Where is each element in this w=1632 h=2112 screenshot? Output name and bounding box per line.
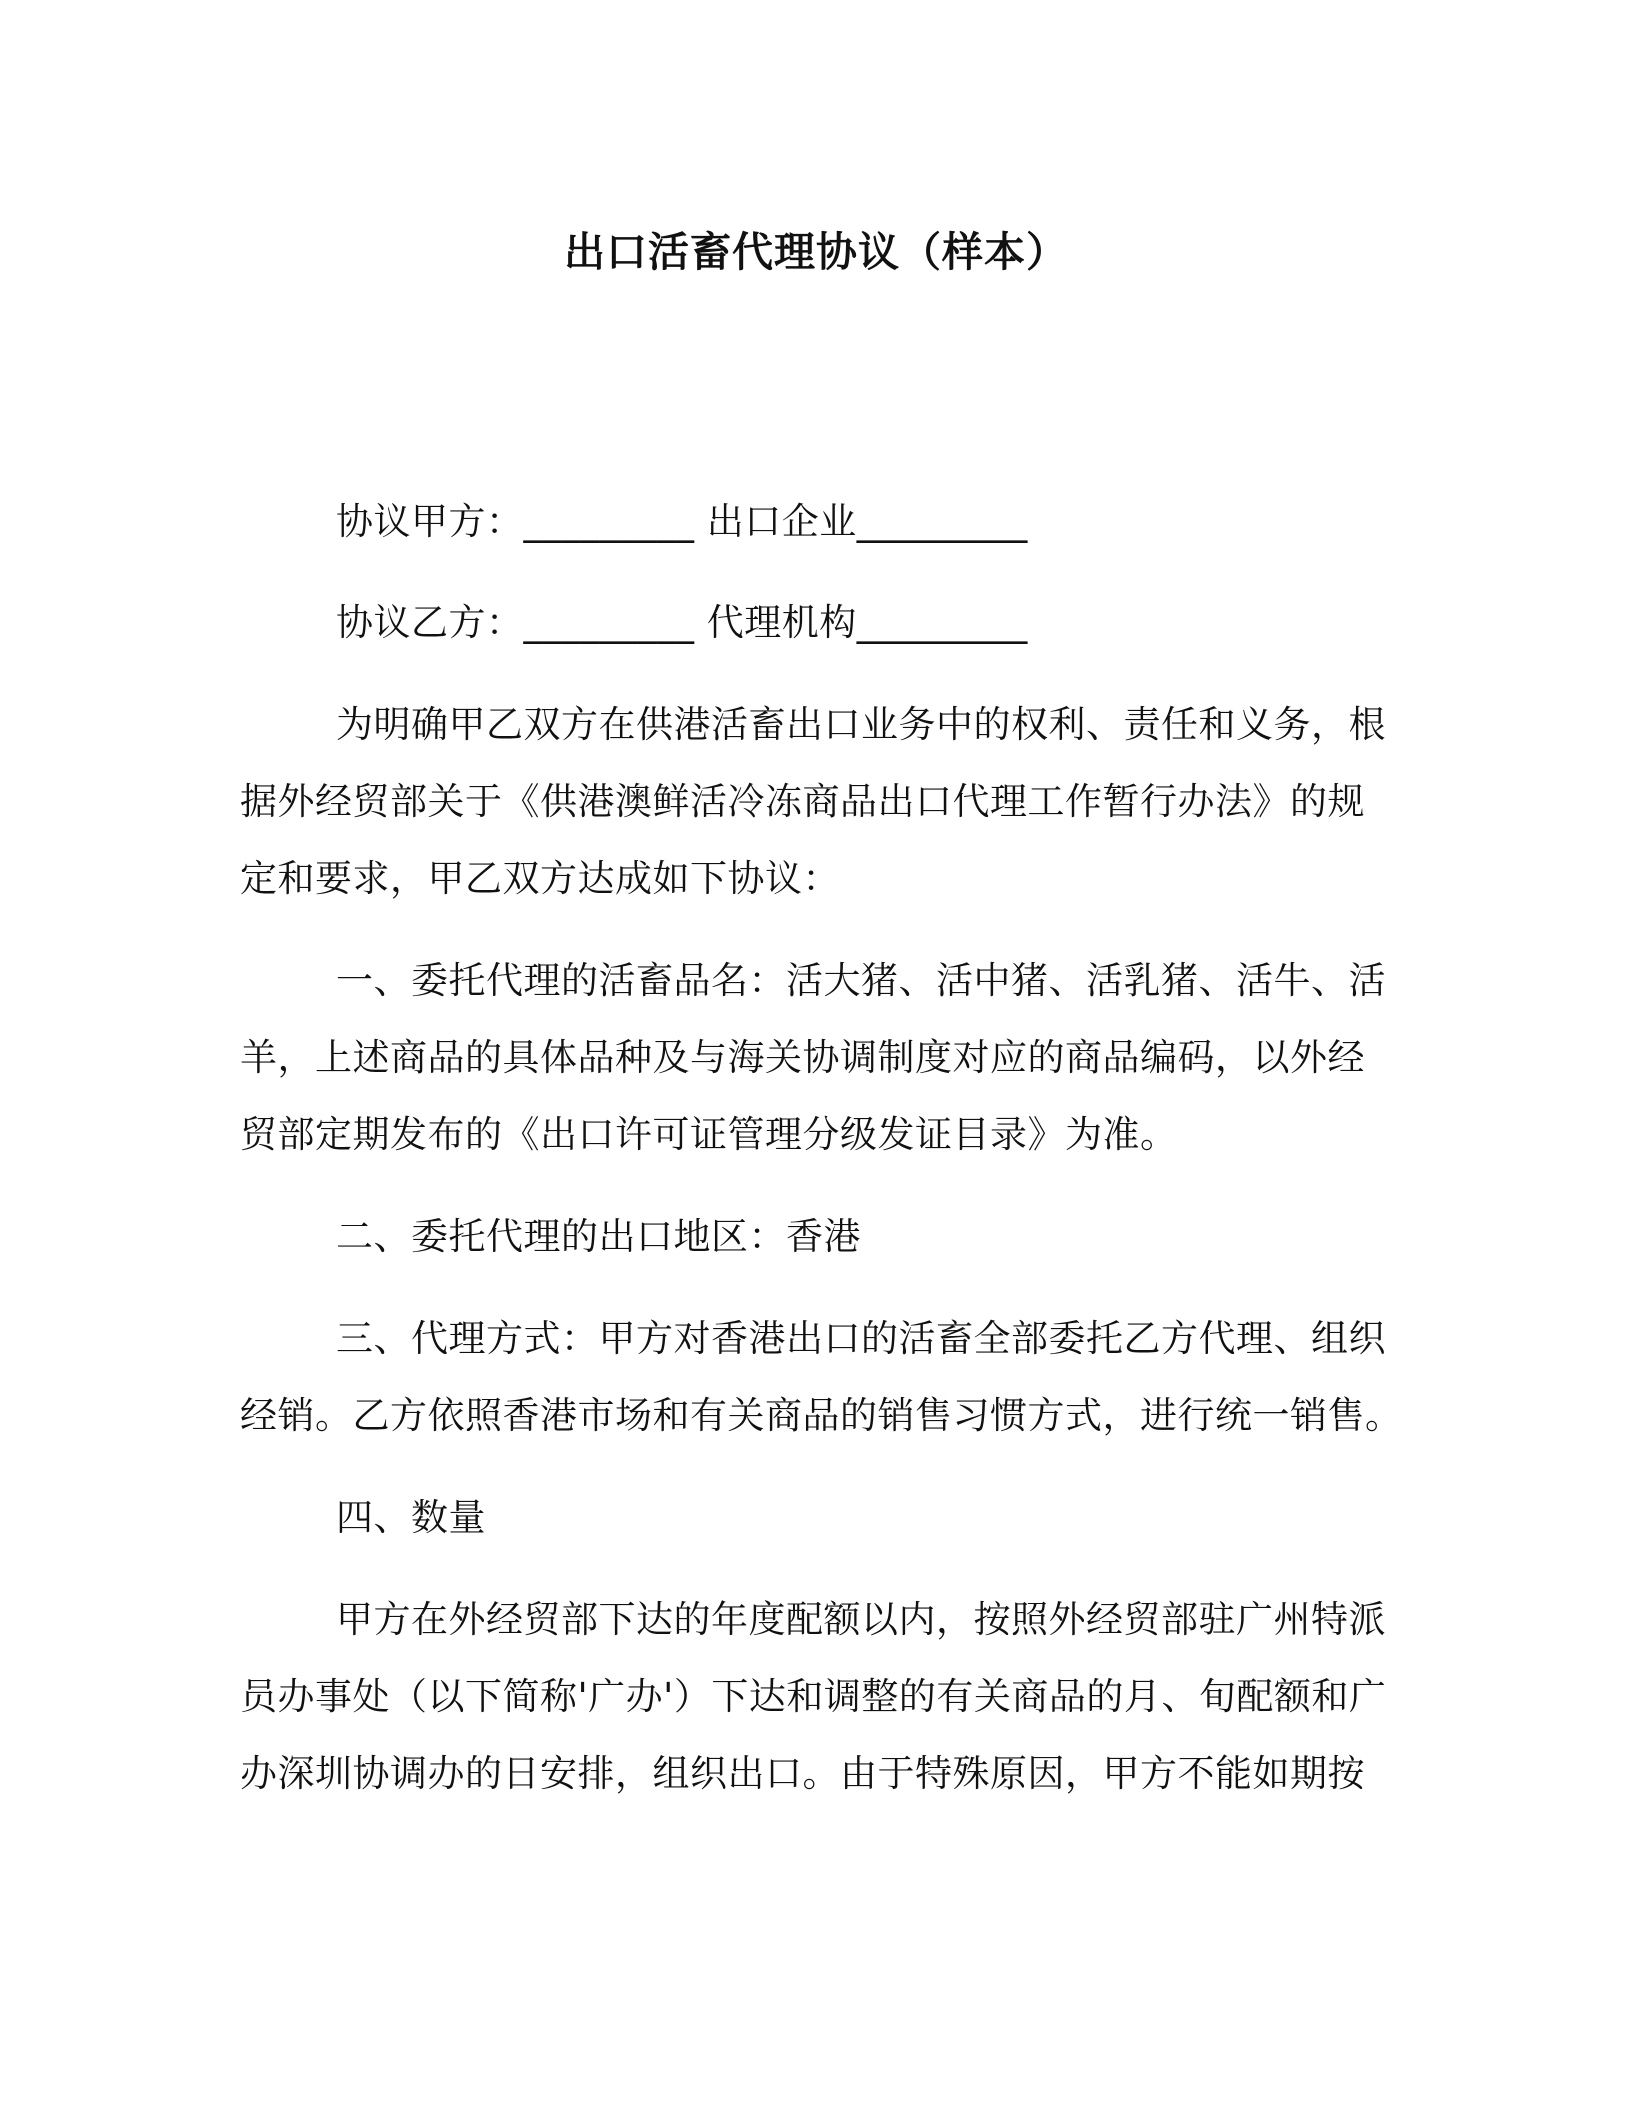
clause-3-line-1: 三、代理方式：甲方对香港出口的活畜全部委托乙方代理、组织	[336, 1317, 1386, 1360]
party-a-line: 协议甲方：_________ 出口企业_________	[336, 500, 1028, 543]
clause-1-line-1: 一、委托代理的活畜品名：活大猪、活中猪、活乳猪、活牛、活	[336, 959, 1386, 1002]
clause-1-line-3: 贸部定期发布的《出口许可证管理分级发证目录》为准。	[240, 1113, 1178, 1156]
clause-1-line-2: 羊，上述商品的具体品种及与海关协调制度对应的商品编码，以外经	[240, 1036, 1365, 1079]
clause-4-line-3: 办深圳协调办的日安排，组织出口。由于特殊原因，甲方不能如期按	[240, 1752, 1365, 1795]
party-b-line: 协议乙方：_________ 代理机构_________	[336, 601, 1028, 644]
document-title: 出口活畜代理协议（样本）	[564, 228, 1068, 276]
clause-2-line-1: 二、委托代理的出口地区：香港	[336, 1215, 861, 1258]
clause-3-line-2: 经销。乙方依照香港市场和有关商品的销售习惯方式，进行统一销售。	[240, 1394, 1403, 1437]
preamble-line-2: 据外经贸部关于《供港澳鲜活冷冻商品出口代理工作暂行办法》的规	[240, 780, 1365, 823]
preamble-line-3: 定和要求，甲乙双方达成如下协议：	[240, 857, 840, 900]
clause-4-line-1: 甲方在外经贸部下达的年度配额以内，按照外经贸部驻广州特派	[336, 1598, 1386, 1641]
clause-4-heading: 四、数量	[336, 1496, 486, 1539]
clause-4-line-2: 员办事处（以下简称'广办'）下达和调整的有关商品的月、旬配额和广	[240, 1675, 1387, 1718]
preamble-line-1: 为明确甲乙双方在供港活畜出口业务中的权利、责任和义务，根	[336, 703, 1386, 746]
